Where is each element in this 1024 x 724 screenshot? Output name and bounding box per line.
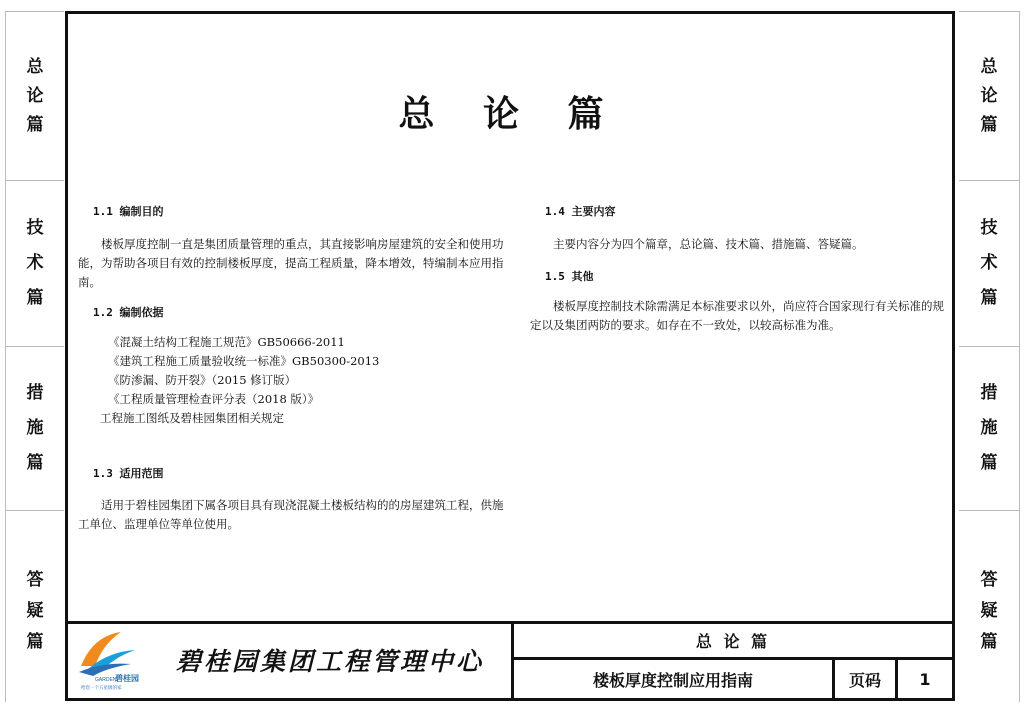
right-column xyxy=(530,202,950,335)
section-heading-1-1: 1.1 编制目的 xyxy=(93,205,164,218)
reference-item: 工程施工图纸及碧桂园集团相关规定 xyxy=(100,411,284,425)
chapter-name: 总 论 篇 xyxy=(514,624,952,660)
side-tab-general[interactable]: 总 论 篇 xyxy=(959,12,1019,181)
side-tab-measures[interactable]: 措 施 篇 xyxy=(959,347,1019,511)
title-block-right xyxy=(511,624,952,698)
left-column xyxy=(78,202,514,534)
page-title: 总 论 篇 xyxy=(398,94,622,135)
section-body-1-3: 适用于碧桂园集团下属各项目具有现浇混凝土楼板结构的的房屋建筑工程，供施工单位、监理单位等单位使用。 xyxy=(78,498,504,531)
page-number: 1 xyxy=(895,660,952,698)
title-block xyxy=(68,621,952,698)
side-tab-technical[interactable]: 技 术 篇 xyxy=(959,181,1019,347)
right-section-tabs xyxy=(959,11,1020,702)
section-body-1-4: 主要内容分为四个篇章，总论篇、技术篇、措施篇、答疑篇。 xyxy=(553,237,864,251)
reference-item: 《混凝土结构工程施工规范》GB50666-2011 xyxy=(108,335,345,349)
section-heading-1-5: 1.5 其他 xyxy=(545,270,594,283)
side-tab-measures[interactable]: 措 施 篇 xyxy=(6,347,64,511)
svg-text:给您一个五星级的家: 给您一个五星级的家 xyxy=(81,686,122,691)
side-tab-technical[interactable]: 技 术 篇 xyxy=(6,181,64,347)
side-tab-qa[interactable]: 答 疑 篇 xyxy=(26,570,44,652)
section-heading-1-4: 1.4 主要内容 xyxy=(545,205,616,218)
page-label: 页码 xyxy=(832,660,895,698)
page-frame xyxy=(65,11,955,701)
section-body-1-5: 楼板厚度控制技术除需满足本标准要求以外，尚应符合国家现行有关标准的规定以及集团两防的要求。如存在不一致处，以较高标准为准。 xyxy=(530,299,944,332)
section-heading-1-3: 1.3 适用范围 xyxy=(93,467,164,480)
svg-text:碧桂园: 碧桂园 xyxy=(115,674,139,683)
reference-item: 《工程质量管理检查评分表（2018 版）》 xyxy=(108,392,320,406)
section-body-1-1: 楼板厚度控制一直是集团质量管理的重点，其直接影响房屋建筑的安全和使用功能，为帮助各项目有效的控制楼板厚度，提高工程质量，降本增效，特编制本应用指南。 xyxy=(78,237,504,289)
reference-item: 《防渗漏、防开裂》（2015 修订版） xyxy=(108,373,297,387)
side-tab-qa[interactable]: 答 疑 篇 xyxy=(980,570,998,652)
left-section-tabs xyxy=(5,11,64,702)
svg-text:GARDEN: GARDEN xyxy=(95,677,117,683)
side-tab-general[interactable]: 总 论 篇 xyxy=(6,12,64,181)
document-title: 楼板厚度控制应用指南 xyxy=(592,670,753,690)
reference-item: 《建筑工程施工质量验收统一标准》GB50300-2013 xyxy=(108,354,380,368)
company-logo xyxy=(73,626,143,692)
section-heading-1-2: 1.2 编制依据 xyxy=(93,306,164,319)
logo-mark-icon xyxy=(73,626,143,692)
organization-name: 碧桂园集团工程管理中心 xyxy=(176,647,485,676)
